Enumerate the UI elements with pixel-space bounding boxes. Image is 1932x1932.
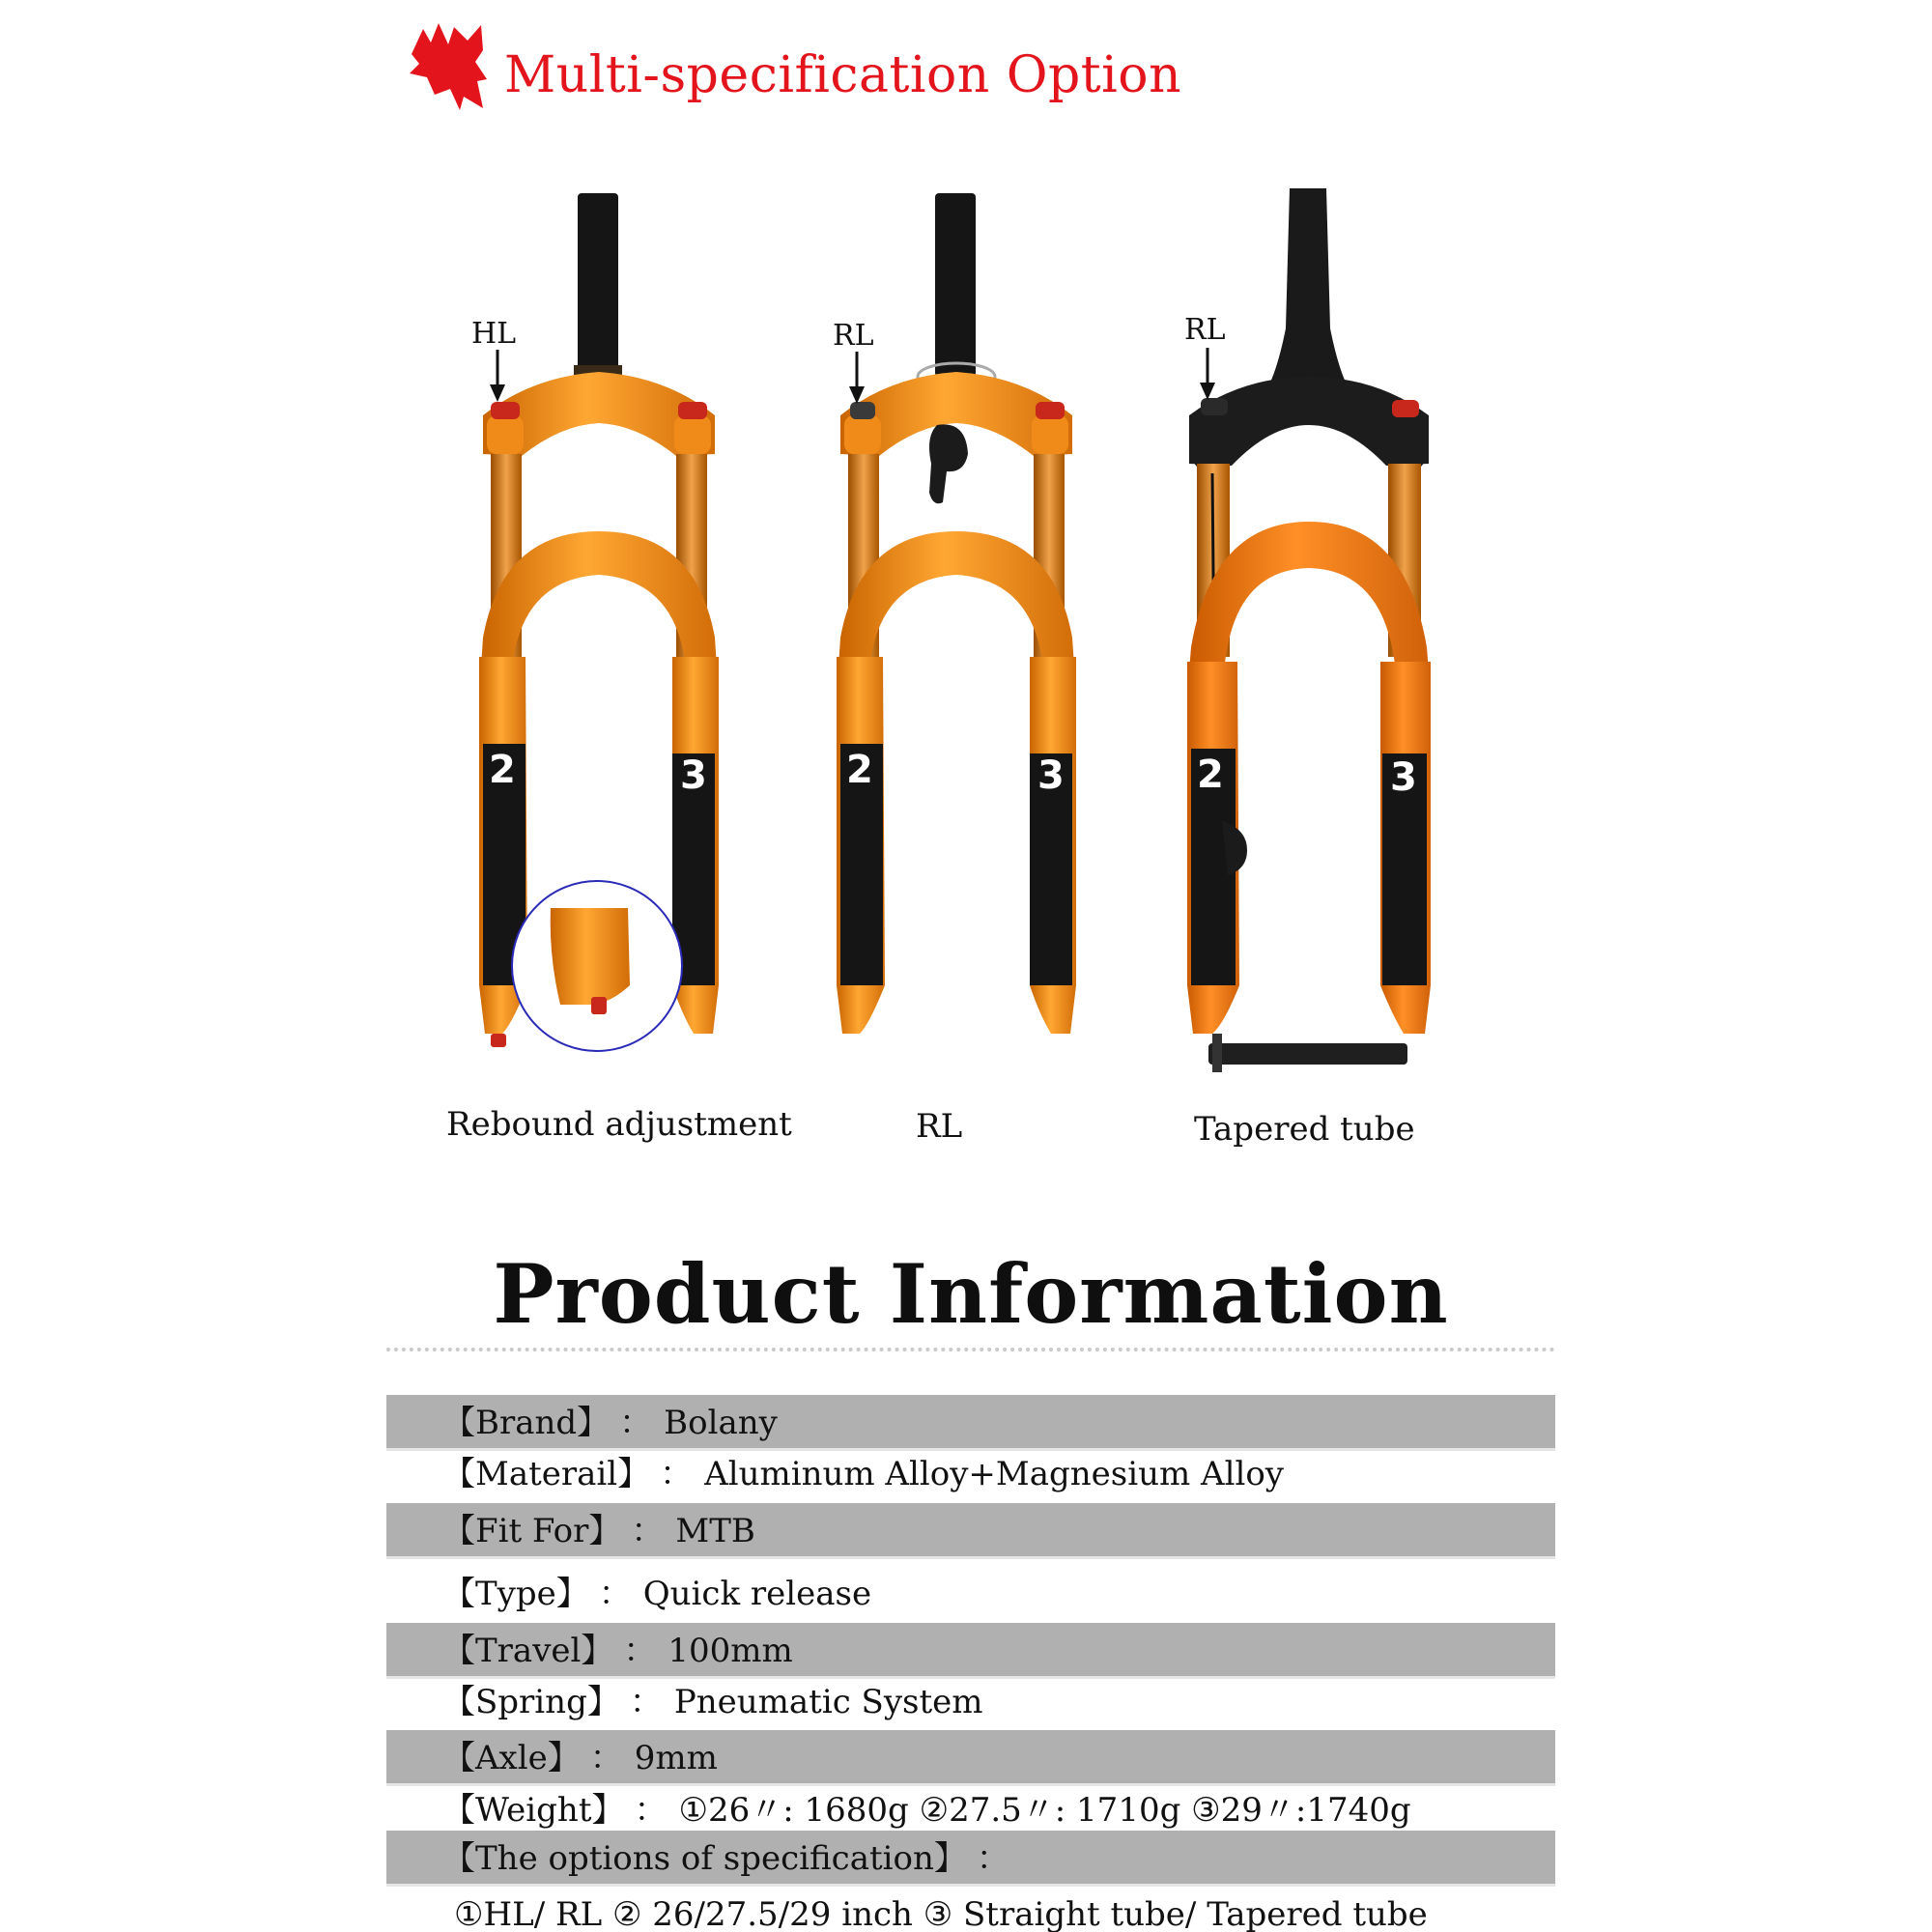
svg-text:3: 3: [1390, 755, 1417, 800]
spec-sep: ：: [629, 1683, 663, 1721]
spec-value: Pneumatic System: [673, 1683, 983, 1721]
arrow-down-icon: [1198, 348, 1217, 400]
spec-value: ①HL/ RL ② 26/27.5/29 inch ③ Straight tube/ Tapered tube: [454, 1895, 1428, 1932]
fork-marker-hl: HL: [471, 317, 517, 351]
spec-row-options: [386, 1831, 1555, 1887]
spec-row-axle: [386, 1730, 1555, 1786]
svg-text:2: 2: [846, 748, 873, 792]
svg-text:3: 3: [680, 753, 707, 798]
product-info-title: Product Information: [493, 1246, 1449, 1342]
fork-marker-rl: RL: [833, 319, 874, 353]
maple-leaf-logo-icon: [406, 21, 491, 112]
spec-value: Aluminum Alloy+Magnesium Alloy: [704, 1455, 1285, 1493]
spec-value: 100mm: [668, 1632, 793, 1670]
fork-caption-rl: RL: [916, 1107, 963, 1146]
spec-sep: ：: [598, 1575, 632, 1613]
spec-label: 【Travel】: [442, 1632, 614, 1670]
fork-caption-rebound: Rebound adjustment: [446, 1105, 792, 1144]
spec-label: 【Brand】: [442, 1404, 611, 1442]
svg-text:3: 3: [1037, 753, 1065, 798]
spec-label: 【Axle】: [442, 1739, 581, 1777]
spec-label: 【Spring】: [442, 1683, 620, 1721]
spec-value: MTB: [675, 1512, 755, 1550]
svg-text:2: 2: [489, 748, 516, 792]
spec-sep: ：: [619, 1404, 653, 1442]
spec-row-fit-for: [386, 1503, 1555, 1559]
spec-value: 9mm: [634, 1739, 718, 1777]
arrow-down-icon: [847, 352, 867, 404]
section-title: Multi-specification Option: [504, 46, 1182, 104]
spec-row-brand: [386, 1395, 1555, 1451]
spec-sep: ：: [623, 1632, 657, 1670]
fork-marker-rl: RL: [1184, 313, 1226, 347]
spec-row-travel: [386, 1623, 1555, 1679]
spec-label: 【Type】: [442, 1575, 589, 1613]
spec-label: 【The options of specification】: [442, 1839, 967, 1878]
spec-sep: ：: [631, 1512, 665, 1550]
spec-value: Bolany: [664, 1404, 778, 1442]
dotted-divider: [386, 1348, 1555, 1351]
arrow-down-icon: [488, 350, 507, 402]
spec-label: 【Materail】: [442, 1455, 651, 1493]
spec-label: 【Weight】: [442, 1791, 625, 1830]
spec-row-type: [386, 1566, 1555, 1622]
spec-row-spring: [386, 1674, 1555, 1730]
spec-value: ①26〃: 1680g ②27.5〃: 1710g ③29〃:1740g: [678, 1791, 1411, 1830]
spec-row-material: [386, 1446, 1555, 1502]
svg-text:2: 2: [1197, 753, 1224, 797]
spec-label: 【Fit For】: [442, 1512, 622, 1550]
spec-sep: ：: [660, 1455, 694, 1493]
spec-row-option-values: [386, 1887, 1555, 1932]
spec-sep: ：: [589, 1739, 623, 1777]
spec-sep: ：: [634, 1791, 668, 1830]
fork-caption-tapered: Tapered tube: [1194, 1110, 1415, 1149]
spec-sep: ：: [976, 1839, 1009, 1878]
spec-value: Quick release: [642, 1575, 872, 1613]
